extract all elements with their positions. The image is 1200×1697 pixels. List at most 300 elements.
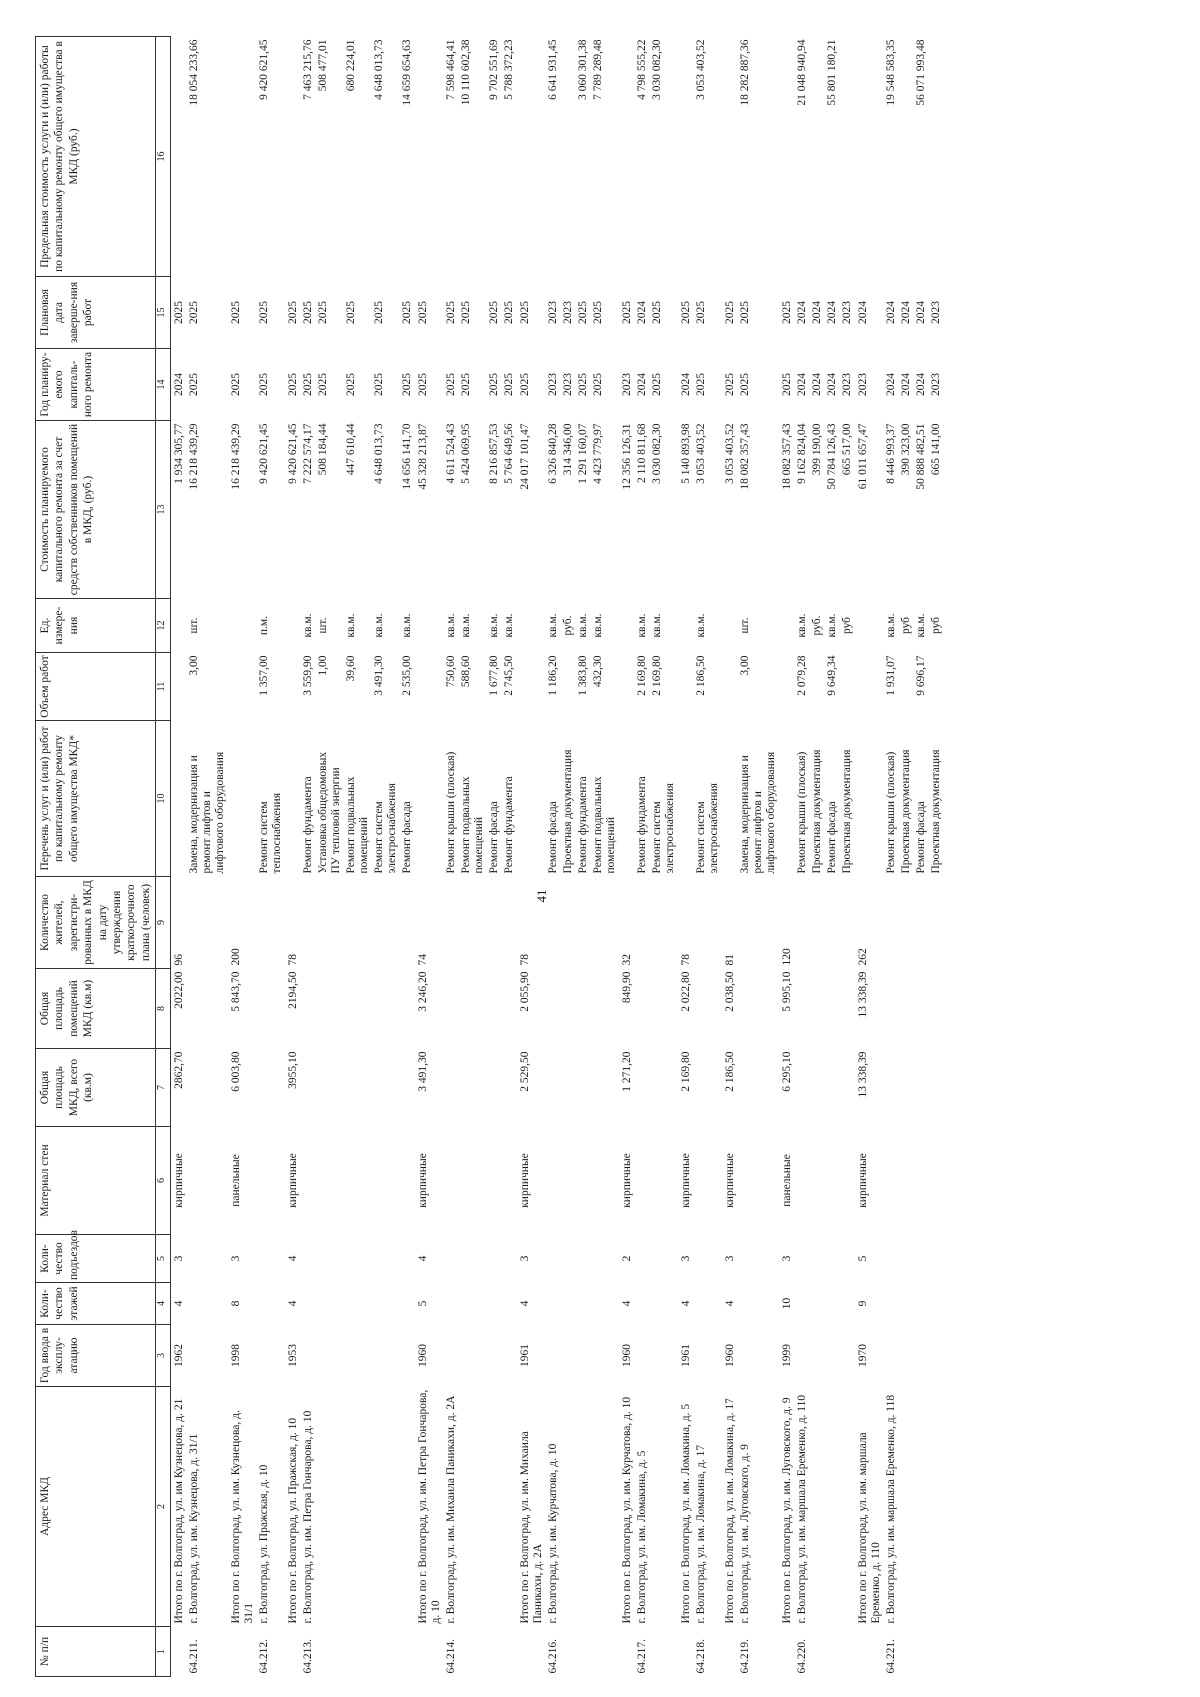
premises-area-cell: 13 338,39 — [857, 971, 869, 1018]
address-cell: Итого по г. Волгоград, ул. им. Курчатова, д. 10 — [621, 1396, 633, 1624]
completion-date-cell: 2025 — [695, 301, 707, 324]
total-area-cell: 2862,70 — [173, 1051, 185, 1089]
work-type-cell: Ремонт крыши (плоская) — [445, 751, 457, 874]
entrances-cell — [187, 1235, 228, 1283]
unit-cell: руб — [930, 616, 942, 635]
row-number-cell — [825, 1627, 840, 1677]
address-cell — [502, 1387, 517, 1627]
column-header-2: Адрес МКД — [36, 1387, 156, 1627]
plan-table-sheet — [35, 37, 1195, 1677]
entrances-cell — [316, 1235, 344, 1283]
address-cell: Итого по г. Волгоград, ул. Пражская, д. 10 — [287, 1417, 299, 1624]
entrances-cell: 3 — [781, 1255, 793, 1262]
commission-year-cell: 1998 — [230, 1344, 242, 1367]
completion-date-cell: 2025 — [230, 301, 242, 324]
work-volume-cell — [810, 653, 825, 721]
commission-year-cell — [591, 1325, 619, 1387]
premises-area-cell: 5 995,10 — [781, 971, 793, 1012]
limit-cost-cell: 3 030 082,30 — [651, 39, 663, 100]
work-type-cell — [619, 721, 635, 877]
column-header-9: Количество жителей, зарегистри-рованных в МКД на дату утверждения краткосрочного плана (человек) — [36, 877, 156, 969]
floors-cell — [650, 1283, 678, 1325]
column-header-10: Перечень услуг и (или) работ по капитальному ремонту общего имущества МКД* — [36, 721, 156, 877]
row-number-cell — [561, 1627, 576, 1677]
entrances-cell — [650, 1235, 678, 1283]
premises-area-cell — [810, 969, 825, 1049]
commission-year-cell — [738, 1325, 779, 1387]
repair-cost-cell: 16 218 439,29 — [230, 423, 242, 490]
wall-material-cell: панельные — [230, 1154, 242, 1207]
unit-cell: руб. — [811, 615, 823, 636]
commission-year-cell — [316, 1325, 344, 1387]
work-type-cell: Ремонт подвальных помещений — [460, 776, 485, 874]
repair-year-cell: 2024 — [900, 373, 912, 396]
table-row — [914, 37, 929, 1677]
unit-cell: руб — [841, 616, 853, 635]
address-cell: г. Волгоград, ул. им. маршала Еременко, д. 118 — [885, 1394, 897, 1624]
work-type-cell — [285, 721, 301, 877]
repair-cost-cell: 3 053 403,52 — [695, 423, 707, 484]
premises-area-cell — [546, 969, 561, 1049]
row-number-cell: 64.212. — [258, 1639, 270, 1674]
address-cell — [459, 1387, 487, 1627]
repair-cost-cell: 8 446 993,37 — [885, 423, 897, 484]
address-cell: Итого по г. Волгоград, ул. им. Михаила Паникахи, д. 2А — [519, 1431, 544, 1624]
floors-cell — [899, 1283, 914, 1325]
total-area-cell: 3955,10 — [287, 1051, 299, 1089]
work-volume-cell: 2 535,00 — [401, 655, 413, 696]
residents-cell: 78 — [287, 954, 299, 966]
wall-material-cell — [840, 1127, 855, 1235]
row-number-cell: 64.211. — [188, 1639, 200, 1674]
completion-date-cell: 2025 — [621, 301, 633, 324]
repair-cost-cell: 5 764 649,56 — [503, 423, 515, 484]
table-row — [561, 37, 576, 1677]
row-number-cell — [400, 1627, 415, 1677]
limit-cost-cell: 19 548 583,35 — [885, 39, 897, 106]
work-type-cell: Ремонт фундамента — [302, 776, 314, 874]
address-cell — [840, 1387, 855, 1627]
column-number-16: 16 — [156, 37, 171, 277]
work-volume-cell — [517, 653, 546, 721]
column-header-13: Стоимость планируемого капитального ремонта за счет средств собственников помещений в МКД, (руб.) — [36, 421, 156, 599]
commission-year-cell: 1953 — [287, 1344, 299, 1367]
repair-cost-cell: 9 162 824,04 — [796, 423, 808, 484]
entrances-cell — [257, 1235, 285, 1283]
entrances-cell — [487, 1235, 502, 1283]
premises-area-cell: 2 055,90 — [519, 971, 531, 1012]
entrances-cell: 3 — [724, 1255, 736, 1262]
completion-date-cell: 2025 — [592, 301, 604, 324]
completion-date-cell: 2025 — [302, 301, 314, 324]
wall-material-cell: кирпичные — [173, 1153, 185, 1208]
premises-area-cell: 2 038,50 — [724, 971, 736, 1012]
total-area-cell — [650, 1049, 678, 1127]
commission-year-cell — [825, 1325, 840, 1387]
table-header — [36, 37, 171, 1677]
work-type-cell: Ремонт систем электроснабжения — [373, 783, 398, 874]
repair-cost-cell: 6 326 840,28 — [547, 423, 559, 484]
completion-date-cell: 2025 — [503, 301, 515, 324]
repair-cost-cell: 14 656 141,70 — [401, 423, 413, 490]
work-volume-cell — [678, 653, 694, 721]
completion-date-cell: 2025 — [417, 301, 429, 324]
unit-cell — [228, 599, 257, 653]
floors-cell — [914, 1283, 929, 1325]
limit-cost-cell — [285, 37, 301, 277]
address-cell: г. Волгоград, ул. Пражская, д. 10 — [258, 1464, 270, 1624]
address-cell: Итого по г. Волгоград, ул. им. Ломакина, д. 5 — [680, 1403, 692, 1624]
completion-date-cell: 2024 — [811, 301, 823, 324]
work-volume-cell: 1 677,80 — [488, 655, 500, 696]
address-cell: Итого по г. Волгоград, ул. им Кузнецова, д. 21 — [173, 1398, 185, 1624]
entrances-cell: 5 — [857, 1255, 869, 1262]
address-cell — [487, 1387, 502, 1627]
work-volume-cell: 9 696,17 — [915, 655, 927, 696]
row-number-cell — [285, 1627, 301, 1677]
work-volume-cell: 3 559,90 — [302, 655, 314, 696]
work-volume-cell: 1 383,80 — [577, 655, 589, 696]
unit-cell: кв.м. — [547, 613, 559, 638]
work-volume-cell: 3 491,30 — [373, 655, 385, 696]
column-number-5: 5 — [156, 1235, 171, 1283]
repair-year-cell: 2025 — [258, 373, 270, 396]
column-header-11: Объем работ — [36, 653, 156, 721]
commission-year-cell: 1962 — [173, 1344, 185, 1367]
floors-cell — [301, 1283, 316, 1325]
entrances-cell — [840, 1235, 855, 1283]
work-type-cell: Ремонт фасада — [547, 801, 559, 874]
row-number-cell — [929, 1627, 944, 1677]
work-volume-cell — [561, 653, 576, 721]
premises-area-cell — [561, 969, 576, 1049]
unit-cell — [855, 599, 884, 653]
wall-material-cell: кирпичные — [417, 1153, 429, 1208]
total-area-cell — [810, 1049, 825, 1127]
table-row — [546, 37, 561, 1677]
floors-cell — [929, 1283, 944, 1325]
total-area-cell — [576, 1049, 591, 1127]
entrances-cell: 2 — [621, 1255, 633, 1262]
floors-cell — [546, 1283, 561, 1325]
repair-year-cell: 2025 — [287, 373, 299, 396]
address-cell: Итого по г. Волгоград, ул. им. Петра Гончарова, д. 10 — [417, 1389, 442, 1624]
completion-date-cell: 2023 — [930, 301, 942, 324]
floors-cell — [502, 1283, 517, 1325]
wall-material-cell: кирпичные — [621, 1153, 633, 1208]
table-row — [795, 37, 810, 1677]
commission-year-cell: 1960 — [724, 1344, 736, 1367]
wall-material-cell — [502, 1127, 517, 1235]
work-type-cell — [722, 721, 738, 877]
repair-cost-cell: 665 517,00 — [841, 423, 853, 476]
residents-cell — [372, 877, 400, 969]
entrances-cell: 3 — [230, 1255, 242, 1262]
total-row — [722, 37, 738, 1677]
entrances-cell — [576, 1235, 591, 1283]
unit-cell: кв.м. — [373, 613, 385, 638]
entrances-cell — [301, 1235, 316, 1283]
commission-year-cell — [257, 1325, 285, 1387]
residents-cell: 81 — [724, 954, 736, 966]
completion-date-cell: 2024 — [636, 301, 648, 324]
column-number-15: 15 — [156, 277, 171, 349]
row-number-cell: 64.217. — [636, 1639, 648, 1674]
work-type-cell: Замена, модернизация и ремонт лифтов и лифтового оборудования — [188, 751, 226, 874]
work-volume-cell — [619, 653, 635, 721]
commission-year-cell — [546, 1325, 561, 1387]
commission-year-cell — [301, 1325, 316, 1387]
repair-year-cell: 2025 — [317, 373, 329, 396]
total-row — [415, 37, 444, 1677]
total-row — [678, 37, 694, 1677]
work-volume-cell — [285, 653, 301, 721]
commission-year-cell — [372, 1325, 400, 1387]
row-number-cell — [779, 1627, 795, 1677]
table-row — [316, 37, 344, 1677]
wall-material-cell — [810, 1127, 825, 1235]
floors-cell — [884, 1283, 899, 1325]
table-row — [444, 37, 459, 1677]
work-volume-cell: 3,00 — [739, 655, 751, 676]
unit-cell: кв.м. — [460, 613, 472, 638]
premises-area-cell — [650, 969, 678, 1049]
work-type-cell: Ремонт систем электроснабжения — [695, 783, 720, 874]
unit-cell: шт. — [188, 617, 200, 634]
residents-cell: 262 — [857, 948, 869, 966]
repair-cost-cell: 61 011 657,47 — [857, 423, 869, 490]
residents-cell — [810, 877, 825, 969]
unit-cell: кв.м. — [796, 613, 808, 638]
completion-date-cell: 2024 — [900, 301, 912, 324]
premises-area-cell — [694, 969, 722, 1049]
column-number-4: 4 — [156, 1283, 171, 1325]
wall-material-cell — [914, 1127, 929, 1235]
header-row — [36, 37, 156, 1677]
repair-cost-cell: 665 141,00 — [930, 423, 942, 476]
floors-cell — [825, 1283, 840, 1325]
residents-cell: 200 — [230, 948, 242, 966]
limit-cost-cell: 10 110 602,38 — [460, 39, 472, 106]
limit-cost-cell — [619, 37, 635, 277]
column-number-1: 1 — [156, 1627, 171, 1677]
residents-cell — [301, 877, 316, 969]
premises-area-cell: 2 022,80 — [680, 971, 692, 1012]
premises-area-cell — [825, 969, 840, 1049]
limit-cost-cell: 680 224,01 — [345, 39, 357, 92]
completion-date-cell: 2025 — [173, 301, 185, 324]
commission-year-cell — [187, 1325, 228, 1387]
floors-cell — [810, 1283, 825, 1325]
repair-year-cell: 2025 — [695, 373, 707, 396]
address-cell — [810, 1387, 825, 1627]
completion-date-cell: 2025 — [577, 301, 589, 324]
unit-cell: кв.м. — [592, 613, 604, 638]
entrances-cell — [591, 1235, 619, 1283]
row-number-cell — [899, 1627, 914, 1677]
premises-area-cell: 2194,50 — [287, 971, 299, 1009]
floors-cell: 4 — [621, 1300, 633, 1307]
premises-area-cell — [738, 969, 779, 1049]
repair-year-cell: 2024 — [915, 373, 927, 396]
total-row — [228, 37, 257, 1677]
unit-cell: руб. — [562, 615, 574, 636]
work-volume-cell: 3,00 — [188, 655, 200, 676]
commission-year-cell — [444, 1325, 459, 1387]
address-cell: г. Волгоград, ул. им. маршала Еременко, д. 110 — [796, 1394, 808, 1624]
repair-cost-cell: 7 222 574,17 — [302, 423, 314, 484]
entrances-cell — [694, 1235, 722, 1283]
repair-cost-cell: 9 420 621,45 — [287, 423, 299, 484]
limit-cost-cell: 6 641 931,45 — [547, 39, 559, 100]
residents-cell — [487, 877, 502, 969]
residents-cell — [635, 877, 650, 969]
commission-year-cell — [502, 1325, 517, 1387]
work-type-cell: Ремонт крыши (плоская) — [796, 751, 808, 874]
work-volume-cell: 1 186,20 — [547, 655, 559, 696]
total-row — [779, 37, 795, 1677]
wall-material-cell — [929, 1127, 944, 1235]
work-volume-cell: 1,00 — [317, 655, 329, 676]
row-number-cell: 64.219. — [739, 1639, 751, 1674]
address-cell: Итого по г. Волгоград, ул. им. маршала Еременко, д. 110 — [857, 1432, 882, 1624]
column-number-2: 2 — [156, 1387, 171, 1627]
row-number-cell — [722, 1627, 738, 1677]
completion-date-cell: 2023 — [547, 301, 559, 324]
work-volume-cell: 2 169,80 — [636, 655, 648, 696]
column-number-14: 14 — [156, 349, 171, 421]
limit-cost-cell — [855, 37, 884, 277]
total-area-cell — [561, 1049, 576, 1127]
row-number-cell: 64.216. — [547, 1639, 559, 1674]
repair-year-cell: 2023 — [621, 373, 633, 396]
work-type-cell: Проектная документация — [900, 749, 912, 874]
repair-year-cell: 2024 — [680, 373, 692, 396]
table-row — [884, 37, 899, 1677]
wall-material-cell — [257, 1127, 285, 1235]
floors-cell — [444, 1283, 459, 1325]
address-cell: Итого по г. Волгоград, ул. им. Луговского, д. 9 — [781, 1397, 793, 1624]
unit-cell: кв.м. — [503, 613, 515, 638]
residents-cell — [400, 877, 415, 969]
total-area-cell — [257, 1049, 285, 1127]
row-number-cell — [678, 1627, 694, 1677]
repair-cost-cell: 4 648 013,73 — [373, 423, 385, 484]
entrances-cell — [372, 1235, 400, 1283]
work-type-cell — [228, 721, 257, 877]
total-area-cell — [635, 1049, 650, 1127]
total-area-cell — [400, 1049, 415, 1127]
wall-material-cell — [738, 1127, 779, 1235]
work-volume-cell: 2 169,80 — [651, 655, 663, 696]
total-area-cell — [929, 1049, 944, 1127]
wall-material-cell — [301, 1127, 316, 1235]
work-volume-cell: 39,60 — [345, 655, 357, 682]
repair-year-cell: 2024 — [826, 373, 838, 396]
work-volume-cell — [855, 653, 884, 721]
row-number-cell — [171, 1627, 188, 1677]
wall-material-cell — [444, 1127, 459, 1235]
limit-cost-cell: 55 801 180,21 — [826, 39, 838, 106]
floors-cell — [795, 1283, 810, 1325]
limit-cost-cell: 4 648 013,73 — [373, 39, 385, 100]
column-header-4: Коли-чество этажей — [36, 1283, 156, 1325]
residents-cell — [502, 877, 517, 969]
floors-cell: 4 — [519, 1300, 531, 1307]
commission-year-cell: 1970 — [857, 1344, 869, 1367]
unit-cell: кв.м. — [695, 613, 707, 638]
repair-year-cell: 2025 — [577, 373, 589, 396]
completion-date-cell: 2025 — [445, 301, 457, 324]
column-header-14: Год планиру-емого капиталь-ного ремонта — [36, 349, 156, 421]
table-row — [372, 37, 400, 1677]
residents-cell — [576, 877, 591, 969]
table-row — [591, 37, 619, 1677]
unit-cell: кв.м. — [826, 613, 838, 638]
address-cell: г. Волгоград, ул. им. Курчатова, д. 10 — [547, 1443, 559, 1624]
floors-cell: 4 — [724, 1300, 736, 1307]
work-volume-cell — [722, 653, 738, 721]
completion-date-cell: 2025 — [373, 301, 385, 324]
commission-year-cell — [459, 1325, 487, 1387]
entrances-cell — [502, 1235, 517, 1283]
limit-cost-cell: 21 048 940,94 — [796, 39, 808, 106]
column-number-row — [156, 37, 171, 1677]
limit-cost-cell: 18 054 233,66 — [188, 39, 200, 106]
work-type-cell: Ремонт фасада — [401, 801, 413, 874]
repair-cost-cell: 3 030 082,30 — [651, 423, 663, 484]
residents-cell — [459, 877, 487, 969]
address-cell: г. Волгоград, ул. им. Михаила Паникахи, д. 2А — [445, 1395, 457, 1624]
floors-cell — [344, 1283, 372, 1325]
repair-year-cell: 2023 — [547, 373, 559, 396]
repair-cost-cell: 1 291 160,07 — [577, 423, 589, 484]
total-area-cell — [694, 1049, 722, 1127]
residents-cell — [795, 877, 810, 969]
entrances-cell — [929, 1235, 944, 1283]
repair-year-cell: 2025 — [781, 373, 793, 396]
floors-cell — [316, 1283, 344, 1325]
limit-cost-cell — [840, 37, 855, 277]
repair-year-cell: 2023 — [930, 373, 942, 396]
unit-cell: кв.м. — [401, 613, 413, 638]
residents-cell — [187, 877, 228, 969]
work-volume-cell — [779, 653, 795, 721]
address-cell — [344, 1387, 372, 1627]
wall-material-cell — [591, 1127, 619, 1235]
column-number-10: 10 — [156, 721, 171, 877]
work-type-cell: Проектная документация — [930, 749, 942, 874]
commission-year-cell — [840, 1325, 855, 1387]
wall-material-cell: кирпичные — [724, 1153, 736, 1208]
repair-cost-cell: 447 610,44 — [345, 423, 357, 476]
limit-cost-cell — [929, 37, 944, 277]
column-number-11: 11 — [156, 653, 171, 721]
total-area-cell — [344, 1049, 372, 1127]
repair-cost-cell: 5 424 069,95 — [460, 423, 472, 484]
wall-material-cell — [487, 1127, 502, 1235]
total-area-cell — [187, 1049, 228, 1127]
completion-date-cell: 2025 — [287, 301, 299, 324]
repair-cost-cell: 18 082 357,43 — [781, 423, 793, 490]
premises-area-cell — [487, 969, 502, 1049]
residents-cell — [257, 877, 285, 969]
work-type-cell: Ремонт фасада — [915, 801, 927, 874]
table-row — [738, 37, 779, 1677]
repair-cost-cell: 24 017 101,47 — [519, 423, 531, 490]
unit-cell — [779, 599, 795, 653]
commission-year-cell — [561, 1325, 576, 1387]
